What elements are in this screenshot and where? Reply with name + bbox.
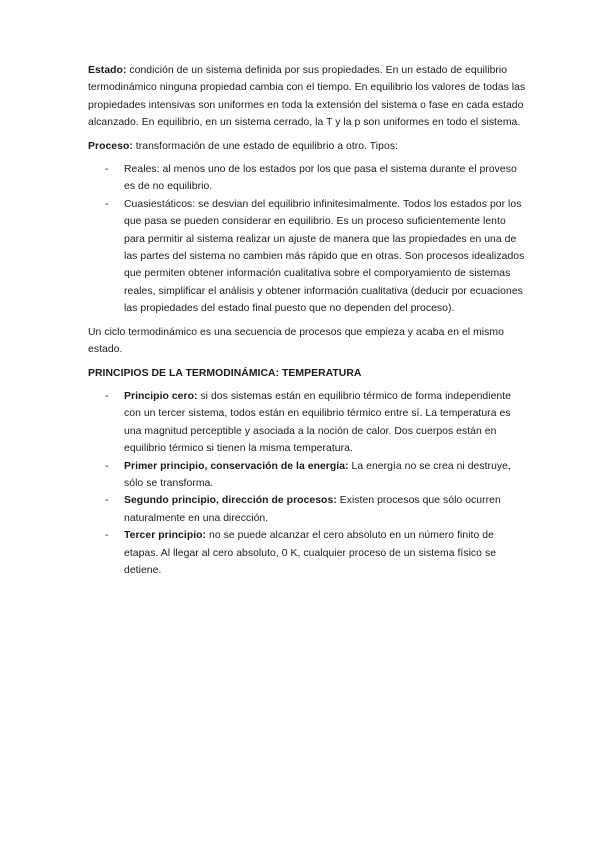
list-item-segundo-principio xyxy=(88,492,528,527)
proceso-text: transformación de une estado de equilibrio a otro. Tipos: xyxy=(132,140,399,152)
list-item-cuasiestaticos: - Cuasiestáticos: se desvian del equilibrio infinitesimalmente. Todos los estados por los que pasa se pueden considerar en equilibrio. Es un proceso suficientemente lento para permitir al sistema realizar un ajuste de manera que las propiedades en una de las partes del sistema no cambien más rápido que en otras. Son procesos idealizados que permiten obtener información cualitativa sobre el comporyamiento de sistemas reales, simplificar el análisis y obtener información cualitativa (deducir por ecuaciones las propiedades del estado final puesto que no dependen del proceso). xyxy=(88,196,528,318)
list-item-tercer-principio xyxy=(88,527,528,579)
tercer-principio-text: no se puede alcanzar el cero absoluto en un número finito de etapas. Al llegar al cero absoluto, 0 K, cualquier proceso de un sistema físico se detiene. xyxy=(124,530,497,576)
list-item-principio-cero xyxy=(88,388,528,458)
principios-list xyxy=(88,388,528,579)
document-page xyxy=(88,62,528,585)
principios-heading: PRINCIPIOS DE LA TERMODINÁMICA: TEMPERATURA xyxy=(88,367,362,379)
segundo-principio-text: Existen procesos que sólo ocurren naturalmente en una dirección. xyxy=(124,495,501,524)
primer-principio-term: Primer principio, conservación de la energía: xyxy=(124,460,349,472)
proceso-paragraph xyxy=(88,138,528,155)
principio-cero-text: si dos sistemas están en equilibrio térmico de forma independiente con un tercer sistema, todos están en equilibrio térmico entre sí. La temperatura es una magnitud perceptible y asociada a la noción de calor. Dos cuerpos están en equilibrio térmico si tienen la misma temperatura. xyxy=(124,390,512,455)
principio-cero-term: Principio cero: xyxy=(124,390,198,402)
proceso-types-list xyxy=(88,161,528,318)
estado-paragraph xyxy=(88,62,528,132)
list-item-reales: - Reales: al menos uno de los estados por los que pasa el sistema durante el proveso es de no equilibrio. xyxy=(88,161,528,196)
ciclo-paragraph: Un ciclo termodinámico es una secuencia de procesos que empieza y acaba en el mismo estado. xyxy=(88,326,504,356)
estado-text: condición de un sistema definida por sus propiedades. En un estado de equilibrio termodinámico ninguna propiedad cambia con el tiempo. En equilibrio los valores de todas las propiedades intensivas son uniformes en toda la extensión del sistema o fase en cada estado alcanzado. En equilibrio, en un sistema cerrado, la T y la p son uniformes en todo el sistema. xyxy=(88,65,526,129)
primer-principio-text: La energía no se crea ni destruye, sólo se transforma. xyxy=(124,460,511,489)
segundo-principio-term: Segundo principio, dirección de procesos: xyxy=(124,495,337,507)
list-item-primer-principio xyxy=(88,458,528,493)
proceso-term: Proceso: xyxy=(88,140,133,152)
tercer-principio-term: Tercer principio: xyxy=(124,530,207,542)
estado-term: Estado: xyxy=(88,65,127,76)
